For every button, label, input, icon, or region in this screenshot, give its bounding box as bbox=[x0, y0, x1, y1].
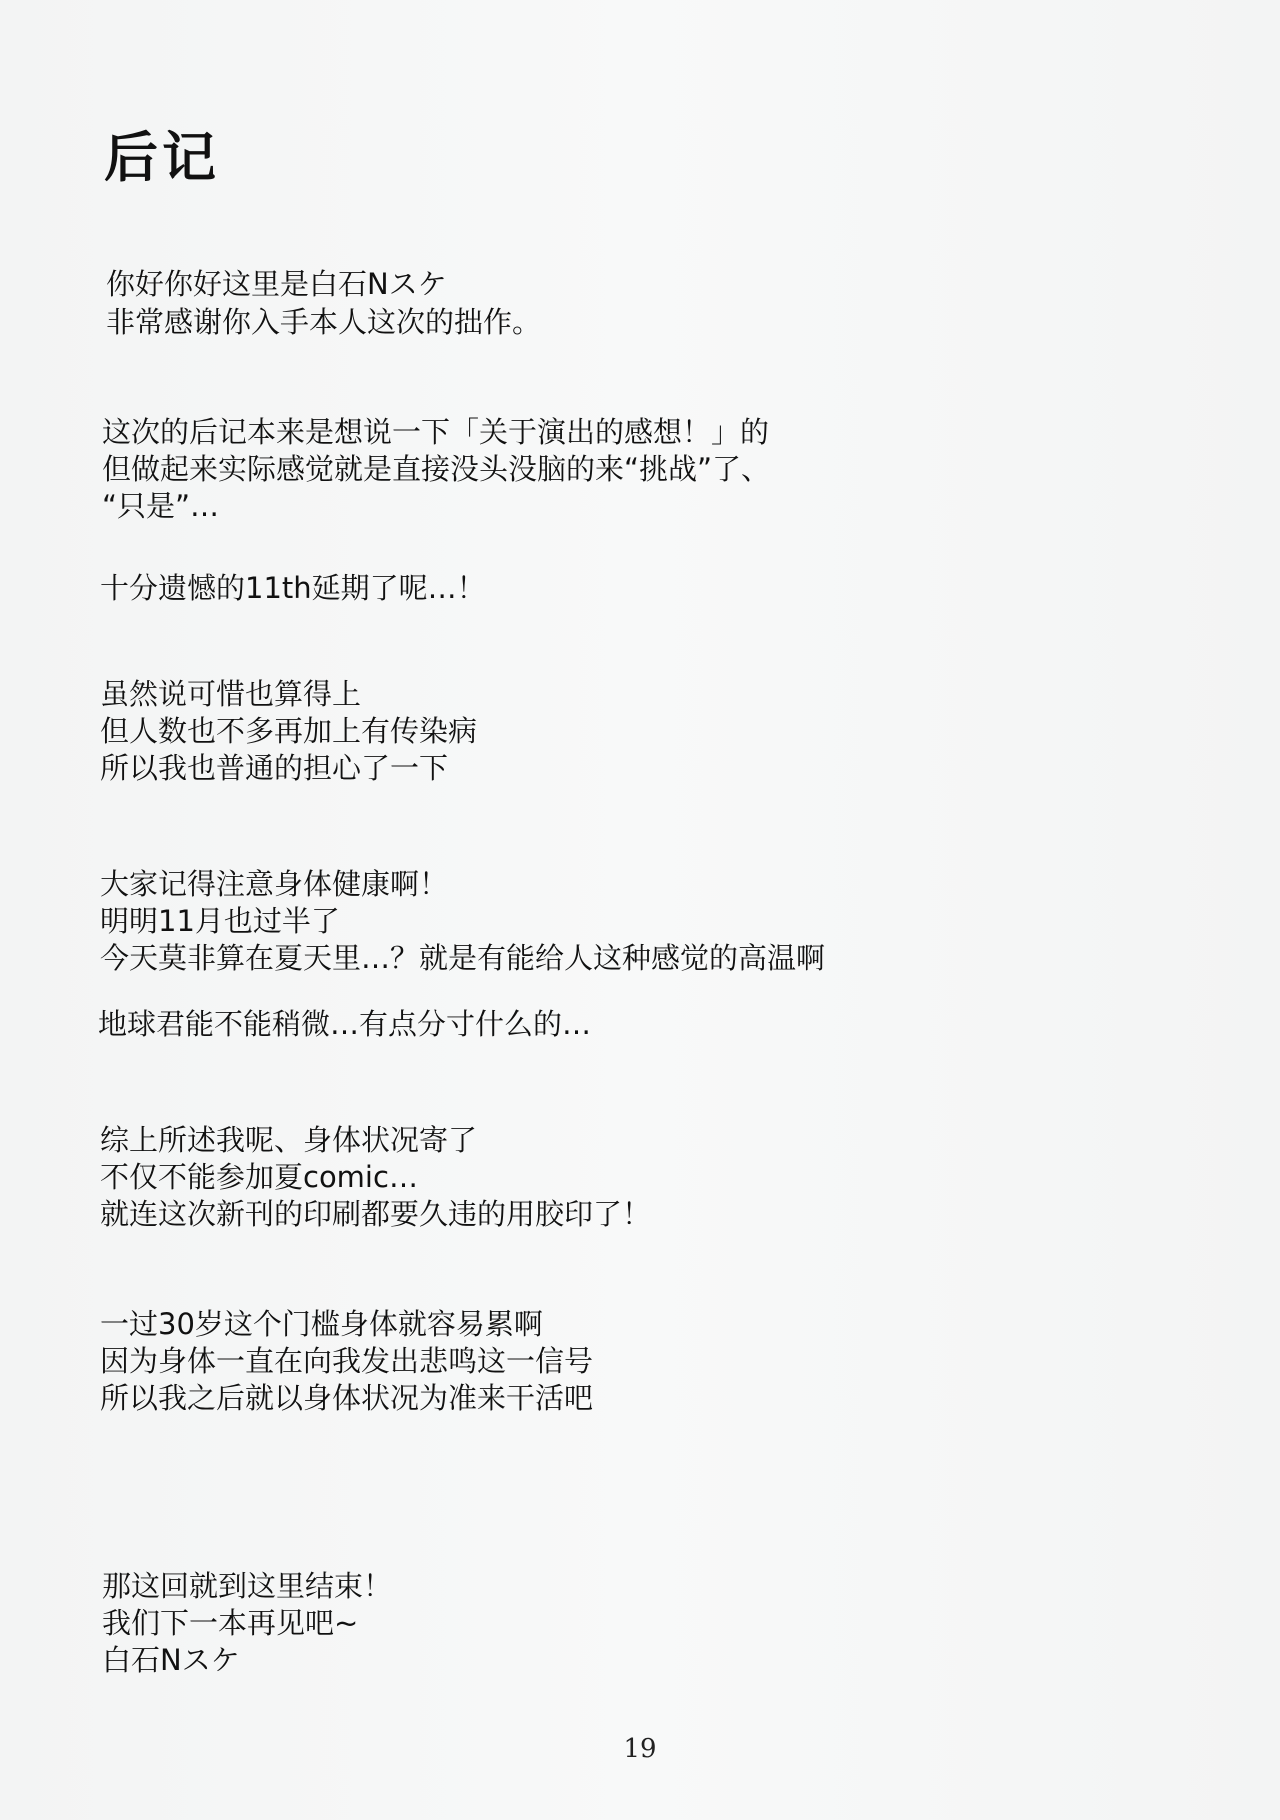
text-line: 地球君能不能稍微…有点分寸什么的… bbox=[98, 1007, 592, 1041]
text-line: 就连这次新刊的印刷都要久违的用胶印了！ bbox=[100, 1197, 652, 1231]
text-line: 明明11月也过半了 bbox=[100, 904, 340, 938]
text-line: 但做起来实际感觉就是直接没头没脑的来“挑战”了、 bbox=[102, 452, 771, 486]
text-line: 所以我也普通的担心了一下 bbox=[100, 751, 449, 785]
page-number: 19 bbox=[623, 1734, 657, 1764]
author-signature: 白石Nスケ bbox=[102, 1643, 240, 1677]
text-line: 一过30岁这个门槛身体就容易累啊 bbox=[100, 1307, 543, 1341]
text-line: 虽然说可惜也算得上 bbox=[100, 677, 362, 711]
text-line: 所以我之后就以身体状况为准来干活吧 bbox=[100, 1381, 594, 1415]
text-line: 你好你好这里是白石Nスケ bbox=[106, 267, 447, 301]
text-line: 因为身体一直在向我发出悲鸣这一信号 bbox=[100, 1344, 594, 1378]
text-line: 非常感谢你入手本人这次的拙作。 bbox=[106, 305, 542, 339]
text-line: 十分遗憾的11th延期了呢…！ bbox=[100, 571, 486, 605]
text-line: 不仅不能参加夏comic… bbox=[100, 1160, 418, 1194]
text-line: 综上所述我呢、身体状况寄了 bbox=[100, 1123, 478, 1157]
text-line: 但人数也不多再加上有传染病 bbox=[100, 714, 478, 748]
text-line: “只是”… bbox=[102, 489, 220, 523]
page-title: 后记 bbox=[104, 126, 220, 189]
text-line: 今天莫非算在夏天里…？就是有能给人这种感觉的高温啊 bbox=[100, 941, 826, 975]
text-line: 大家记得注意身体健康啊！ bbox=[100, 867, 449, 901]
text-line: 我们下一本再见吧~ bbox=[102, 1606, 359, 1640]
text-line: 这次的后记本来是想说一下「关于演出的感想！」的 bbox=[102, 415, 770, 449]
text-line: 那这回就到这里结束！ bbox=[102, 1569, 393, 1603]
